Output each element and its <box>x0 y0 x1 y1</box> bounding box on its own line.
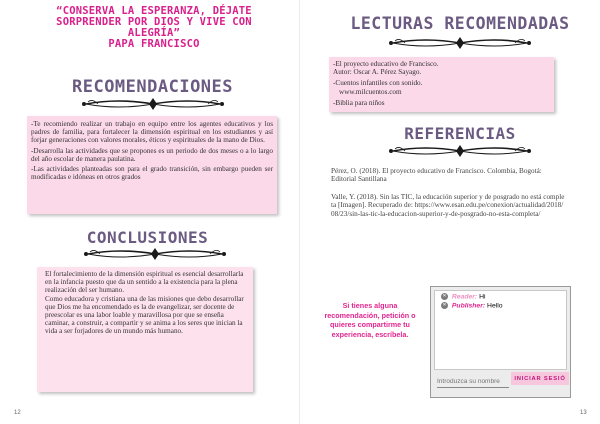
close-icon[interactable]: ✕ <box>442 293 447 299</box>
lecturas-title: LECTURAS RECOMENDADAS <box>350 14 570 33</box>
message-text: Hi <box>479 293 486 301</box>
referencia-item: Pérez, O. (2018). El proyecto educativo de Francisco. Colombia, Bogotá: Editorial Santillana <box>331 167 542 184</box>
recomendacion-item: -Las actividades planteadas son para el grado transición, sin embargo pueden ser modificadas e idóneas en otros grados <box>31 165 273 182</box>
referencia-item: Valle, Y. (2018). Sin las TIC, la educación superior y de posgrado no está completa [Imagen]. Recuperado de: https://www.esan.edu.pe/conexion/actualidad/2018/08/23/sin-las-tic-la-educacion-superior-y-de-posgrado-no-esta-completa/ <box>331 192 565 218</box>
recomendacion-item: -Desarrolla las actividades que se propones es un periodo de dos meses o a lo largo del año escolar de manera paulatina. <box>31 146 273 163</box>
conclusion-paragraph: Como educadora y cristiana una de las misiones que debo desarrollar que Dios me ha encomendado es la de evangelizar, ser docente de preescolar es una labor loable y maravillosa por que se enseña caminar, a construir, a compartir y se anima a los seres que inician la vida a ser forjadores de un mundo más humano. <box>45 294 244 336</box>
lectura-item: -Cuentos infantiles con sonido. <box>333 79 423 88</box>
ornament-divider <box>385 143 535 159</box>
conclusiones-box <box>37 267 253 392</box>
lectura-item: -Biblia para niños <box>333 98 385 107</box>
referencias-title: REFERENCIAS <box>404 124 516 143</box>
referencias-list <box>331 167 566 227</box>
quote-line: SORPRENDER POR DIOS Y VIVE CON <box>56 16 252 28</box>
message-author: Reader: <box>451 293 478 301</box>
ornament-divider <box>80 246 230 262</box>
close-icon[interactable]: ✕ <box>442 302 447 308</box>
quote-line: ALEGRÍA” <box>127 27 181 39</box>
chat-widget <box>430 286 571 398</box>
page-number: 13 <box>580 410 587 416</box>
lectura-link[interactable]: www.milcuentos.com <box>339 87 402 96</box>
input-underline <box>437 387 509 388</box>
chat-message <box>441 293 486 300</box>
lectura-item: Autor: Oscar A. Pérez Sayago. <box>333 68 422 77</box>
quote <box>28 6 280 50</box>
recomendaciones-title: RECOMENDACIONES <box>71 77 234 97</box>
lecturas-box <box>329 57 554 112</box>
quote-author: PAPA FRANCISCO <box>108 38 200 50</box>
recomendacion-item: -Te recomiendo realizar un trabajo en equipo entre los agentes educativos y los padres de familia, para fortalecer la dimensión espiritual en los estudiantes y así forjar generaciones con valores morales, éticos y espirituales de la mano de Dios. <box>31 120 273 145</box>
message-author: Publisher: <box>451 302 486 310</box>
chat-messages[interactable] <box>434 290 567 370</box>
lectura-item: -El proyecto educativo de Francisco. <box>333 60 439 68</box>
chat-message <box>441 302 503 309</box>
quote-line: “CONSERVA LA ESPERANZA, DÉJATE <box>56 5 252 17</box>
conclusion-paragraph: El fortalecimiento de la dimensión espiritual es esencial desarrollarla en la infancia puesto que da un sentido a la existencia para la plena realización del ser humano. <box>45 270 244 295</box>
page-number: 12 <box>14 410 21 416</box>
invite-text: Si tienes alguna recomendación, petición o quieres compartirme tu experiencia, escríbela. <box>324 301 416 339</box>
ornament-divider <box>385 35 535 51</box>
message-text: Hello <box>487 302 503 310</box>
name-input[interactable] <box>437 375 510 387</box>
start-session-button[interactable]: INICIAR SESIÓ <box>511 372 569 385</box>
ornament-divider <box>78 96 228 112</box>
conclusiones-title: CONCLUSIONES <box>86 228 209 247</box>
recomendaciones-box <box>27 116 277 214</box>
